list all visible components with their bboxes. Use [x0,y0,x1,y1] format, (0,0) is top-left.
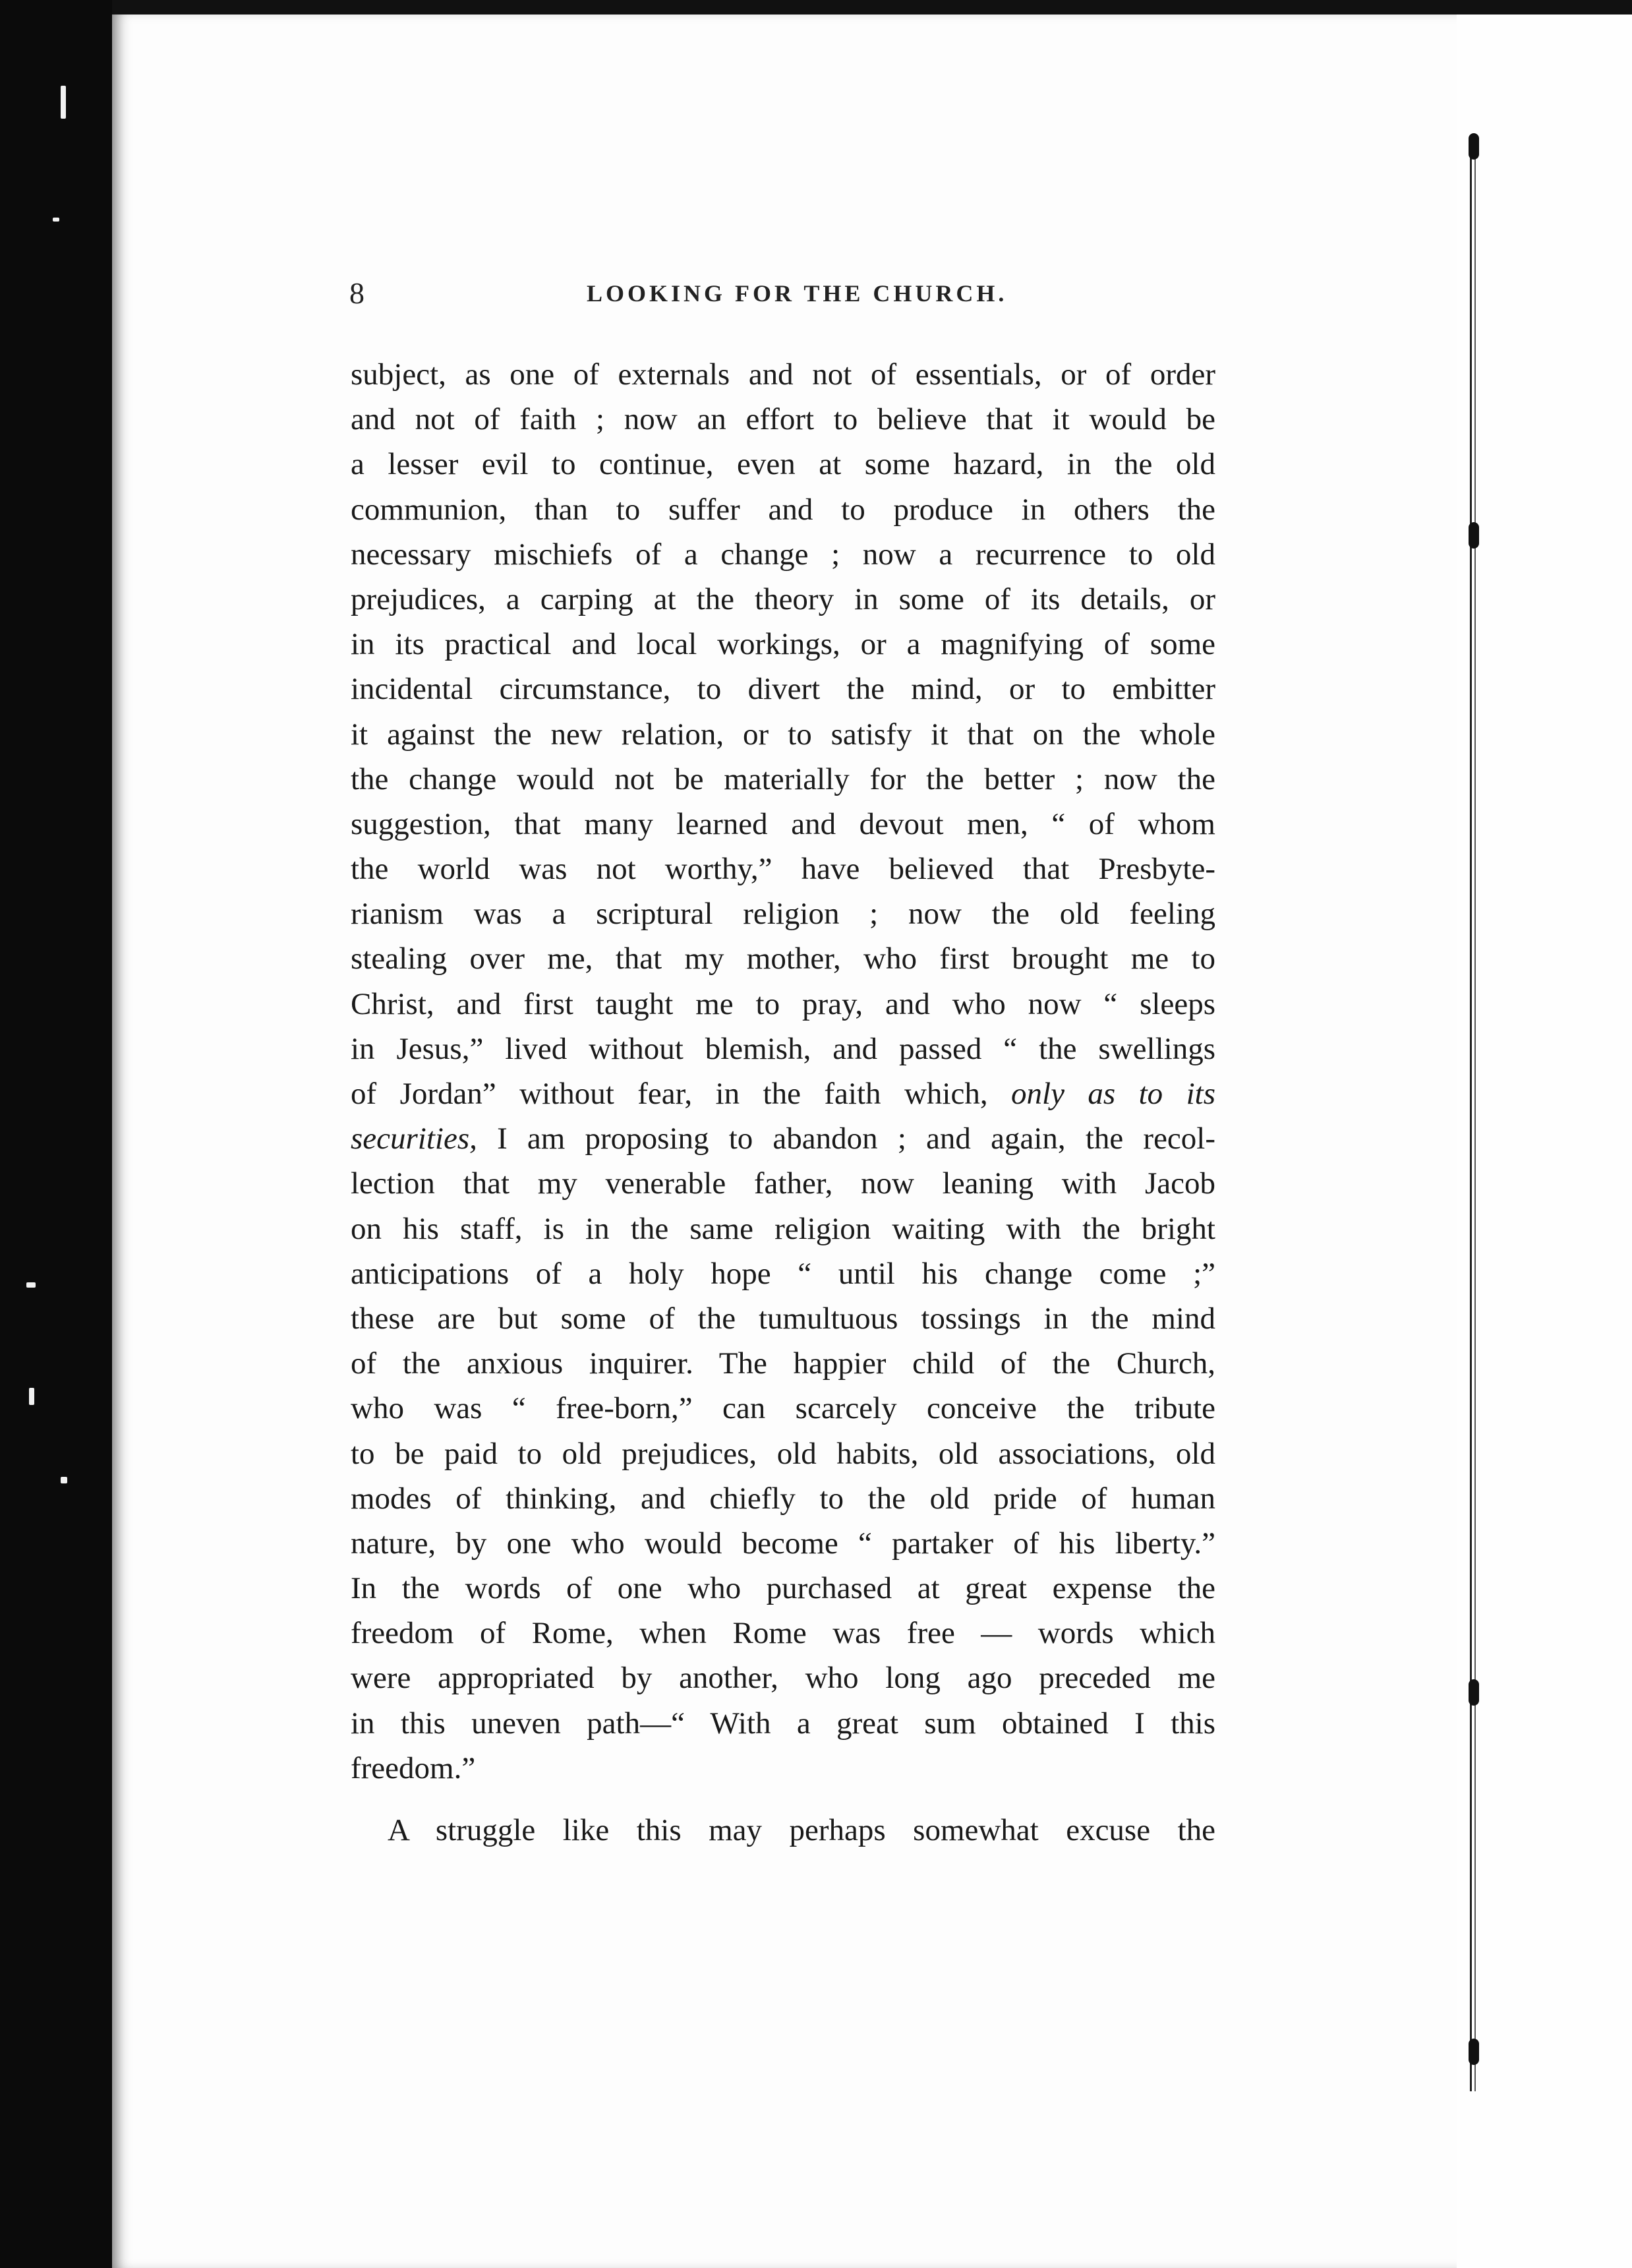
text-span: of Jordan” without fear, in the faith which, [351,1077,988,1111]
running-title: LOOKING FOR THE CHURCH. [587,280,1008,307]
text-line: necessary mischiefs of a change ; now a recurrence to old [351,537,1215,572]
text-line: In the words of one who purchased at great expense the [351,1571,1215,1606]
binding-mark [1469,133,1479,160]
text-line: who was “ free-born,” can scarcely conceive the tribute [351,1391,1215,1426]
text-line: modes of thinking, and chiefly to the old pride of human [351,1481,1215,1516]
paragraph-gap [351,1791,1215,1808]
text-line: freedom.” [351,1750,476,1785]
text-line: in its practical and local workings, or a magnifying of some [351,627,1215,662]
italic-text: only as to its [1011,1077,1215,1111]
text-line: were appropriated by another, who long ago preceded me [351,1661,1215,1696]
text-line: a lesser evil to continue, even at some hazard, in the old [351,447,1215,482]
italic-text: securities, [351,1121,477,1156]
text-line: in this uneven path—“ With a great sum obtained I this [351,1706,1215,1741]
binding-mark [1469,1679,1479,1706]
scan-left-margin [0,0,112,2268]
binding-mark [1469,522,1479,549]
text-line: and not of faith ; now an effort to believe that it would be [351,402,1215,437]
page-number: 8 [349,276,364,310]
text-line: to be paid to old prejudices, old habits, old associations, old [351,1436,1215,1471]
text-line: on his staff, is in the same religion waiting with the bright [351,1211,1215,1246]
paragraph [351,1808,1215,1853]
scan-speck [53,218,59,222]
running-head [349,276,1213,315]
scan-speck [29,1388,34,1405]
text-line: in Jesus,” lived without blemish, and passed “ the swellings [351,1031,1215,1066]
text-line: of the anxious inquirer. The happier child of the Church, [351,1346,1215,1381]
text-span: I am proposing to abandon ; and again, the recol- [497,1121,1215,1156]
binding-mark [1469,2039,1479,2065]
text-line: subject, as one of externals and not of essentials, or of order [351,357,1215,392]
text-line: it against the new relation, or to satisfy it that on the whole [351,717,1215,752]
text-line: incidental circumstance, to divert the mind, or to embitter [351,672,1215,707]
text-line: these are but some of the tumultuous tossings in the mind [351,1301,1215,1336]
text-line [351,1116,1215,1161]
body-text [351,352,1215,1853]
binding-line [1470,146,1476,2091]
text-line: lection that my venerable father, now leaning with Jacob [351,1166,1215,1201]
text-line: the change would not be materially for the better ; now the [351,761,1215,796]
text-line: the world was not worthy,” have believed that Presbyte- [351,852,1215,887]
text-line: suggestion, that many learned and devout men, “ of whom [351,806,1215,841]
text-line: communion, than to suffer and to produce in others the [351,492,1215,527]
text-line: stealing over me, that my mother, who first brought me to [351,941,1215,976]
text-line: nature, by one who would become “ partaker of his liberty.” [351,1526,1215,1561]
book-binding-edge [1457,15,1632,2268]
scan-speck [61,1477,67,1483]
text-line: anticipations of a holy hope “ until his change come ;” [351,1256,1215,1291]
text-line: A struggle like this may perhaps somewhat excuse the [388,1813,1215,1847]
text-line: freedom of Rome, when Rome was free — words which [351,1616,1215,1651]
paragraph [351,352,1215,1791]
text-line [351,1071,1215,1116]
scan-top-edge [112,0,1632,15]
text-line: Christ, and first taught me to pray, and who now “ sleeps [351,986,1215,1021]
scan-speck [26,1282,36,1288]
text-line: prejudices, a carping at the theory in some of its details, or [351,582,1215,616]
text-line: rianism was a scriptural religion ; now the old feeling [351,897,1215,932]
scan-speck [61,86,66,119]
